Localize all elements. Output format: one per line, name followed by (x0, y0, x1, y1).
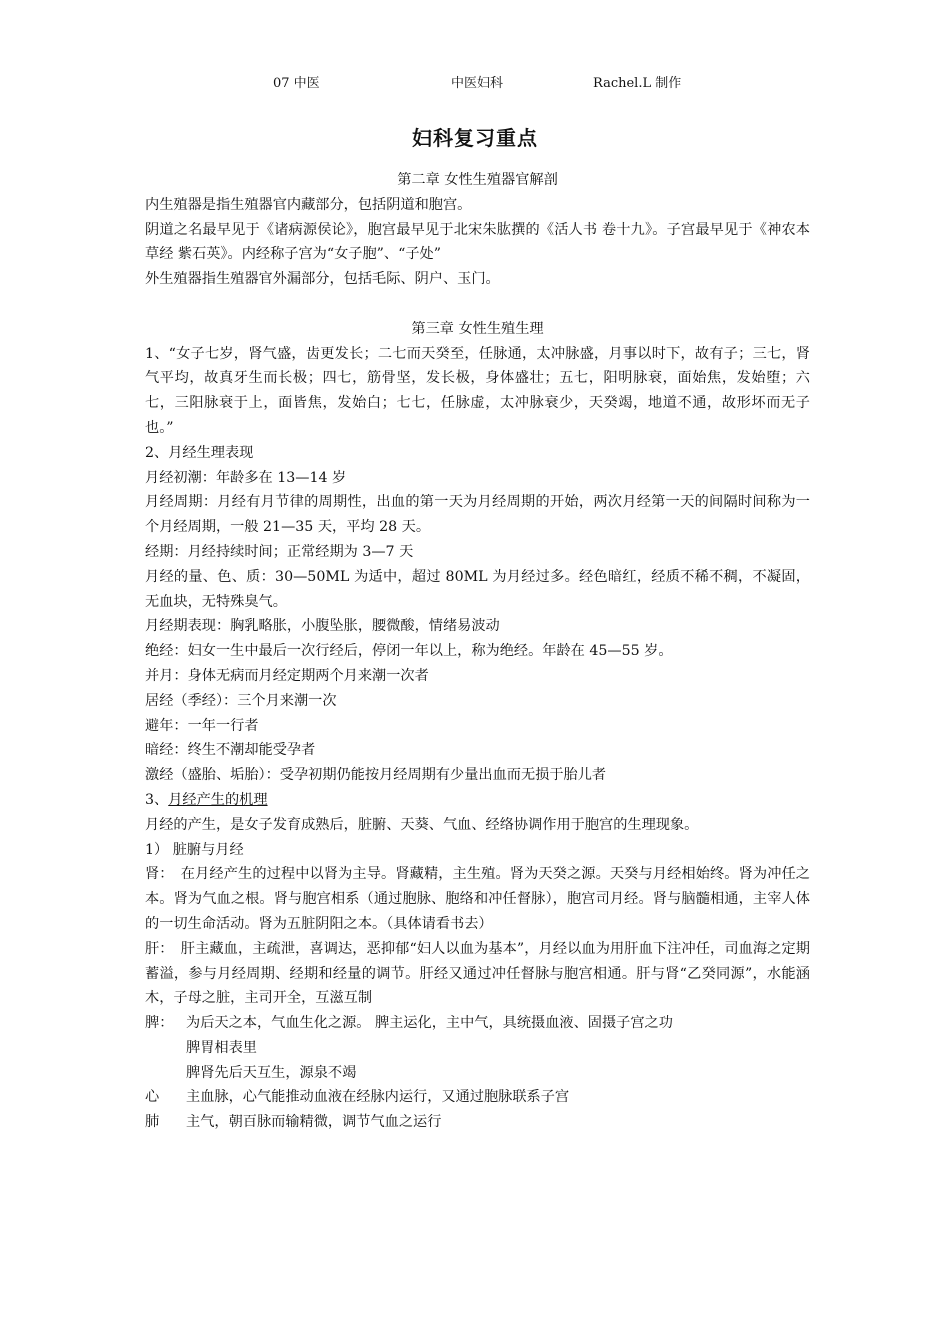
list-item: 月经初潮：年龄多在 13—14 岁 (145, 469, 347, 486)
heart-row (145, 1085, 810, 1110)
section-heading: 2、月经生理表现 (145, 444, 254, 461)
header-course: 07 中医 (273, 76, 320, 91)
paragraph: 阴道之名最早见于《诸病源侯论》，胞宫最早见于北宋朱肱撰的《活人书 卷十九》。子宫最早见于《神农本草经 紫石英》。内经称子宫为“女子胞”、“子处” (145, 221, 810, 263)
list-item: 绝经：妇女一生中最后一次行经后，停闭一年以上，称为绝经。年龄在 45—55 岁。 (145, 643, 673, 660)
page-title: 妇科复习重点 (412, 126, 538, 150)
list-item: 避年：一年一行者 (145, 717, 259, 734)
list-item: 激经（盛胎、垢胎）：受孕初期仍能按月经周期有少量出血而无损于胎儿者 (145, 767, 607, 784)
section-number: 3、 (145, 791, 169, 808)
section-title-underlined: 月经产生的机理 (168, 791, 268, 808)
section-heading (145, 788, 810, 813)
quote-paragraph: 1、“女子七岁，肾气盛，齿更发长；二七而天癸至，任脉通，太冲脉盛，月事以时下，故有子；三七，肾气平均，故真牙生而长极；四七，筋骨坚，发长极，身体盛壮；五七，阳明脉衰，面始焦，发始堕；六七，三阳脉衰于上，面皆焦，发始白；七七，任脉虚，太冲脉衰少，天癸竭，地道不通，故形坏而无子也。” (145, 345, 810, 436)
spleen-label: 脾： (145, 1015, 174, 1032)
chapter-2-heading: 第二章 女性生殖器官解剖 (397, 172, 558, 188)
kidney-paragraph: 肾： 在月经产生的过程中以肾为主导。肾藏精，主生殖。肾为天癸之源。天癸与月经相始终。肾为冲任之本。肾为气血之根。肾与胞宫相系（通过胞脉、胞络和冲任督脉），胞宫司月经。肾与脑髓相通，主宰人体的一切生命活动。肾为五脏阴阳之本。（具体请看书去） (145, 866, 810, 932)
header-author: Rachel.L 制作 (593, 76, 682, 91)
list-item: 并月：身体无病而月经定期两个月来潮一次者 (145, 667, 429, 684)
spleen-row (145, 1011, 810, 1036)
paragraph: 内生殖器是指生殖器官内藏部分，包括阴道和胞宫。 (145, 196, 472, 213)
list-item: 暗经：终生不潮却能受孕者 (145, 742, 316, 759)
spacer (145, 292, 810, 317)
heart-text: 主血脉，心气能推动血液在经脉内运行，又通过胞脉联系子宫 (186, 1089, 570, 1106)
spleen-line: 脾胃相表里 (186, 1039, 257, 1056)
lung-row (145, 1110, 810, 1135)
paragraph: 月经的产生，是女子发育成熟后，脏腑、天葵、气血、经络协调作用于胞宫的生理现象。 (145, 816, 699, 833)
spleen-text: 为后天之本，气血生化之源。 脾主运化，主中气，具统摄血液、固摄子宫之功 (186, 1015, 673, 1032)
list-item: 经期：月经持续时间；正常经期为 3—7 天 (145, 543, 414, 560)
list-item: 月经周期：月经有月节律的周期性，出血的第一天为月经周期的开始，两次月经第一天的间隔时间称为一个月经周期，一般 21—35 天，平均 28 天。 (145, 494, 810, 536)
list-item: 居经（季经）：三个月来潮一次 (145, 692, 337, 709)
lung-text: 主气，朝百脉而输精微，调节气血之运行 (186, 1114, 442, 1131)
liver-paragraph: 肝： 肝主藏血，主疏泄，喜调达，恶抑郁“妇人以血为基本”，月经以血为用肝血下注冲任，司血海之定期蓄溢，参与月经周期、经期和经量的调节。肝经又通过冲任督脉与胞宫相通。肝与肾“乙癸同源”，水能涵木，子母之脏，主司开全，互滋互制 (145, 940, 810, 1007)
heart-label: 心 (145, 1089, 160, 1106)
paragraph: 外生殖器指生殖器官外漏部分，包括毛际、阴户、玉门。 (145, 271, 500, 288)
spleen-line: 脾肾先后天互生，源泉不竭 (186, 1064, 357, 1081)
subsection-heading: 1） 脏腑与月经 (145, 841, 244, 858)
document-body (145, 168, 810, 1135)
list-item: 月经的量、色、质：30—50ML 为适中，超过 80ML 为月经过多。经色暗红，经质不稀不稠，不凝固，无血块，无特殊臭气。 (145, 568, 810, 610)
lung-label: 肺 (145, 1114, 160, 1131)
list-item: 月经期表现：胸乳略胀，小腹坠胀，腰微酸，情绪易波动 (145, 618, 500, 635)
chapter-3-heading: 第三章 女性生殖生理 (411, 320, 544, 337)
header-subject: 中医妇科 (451, 76, 504, 91)
